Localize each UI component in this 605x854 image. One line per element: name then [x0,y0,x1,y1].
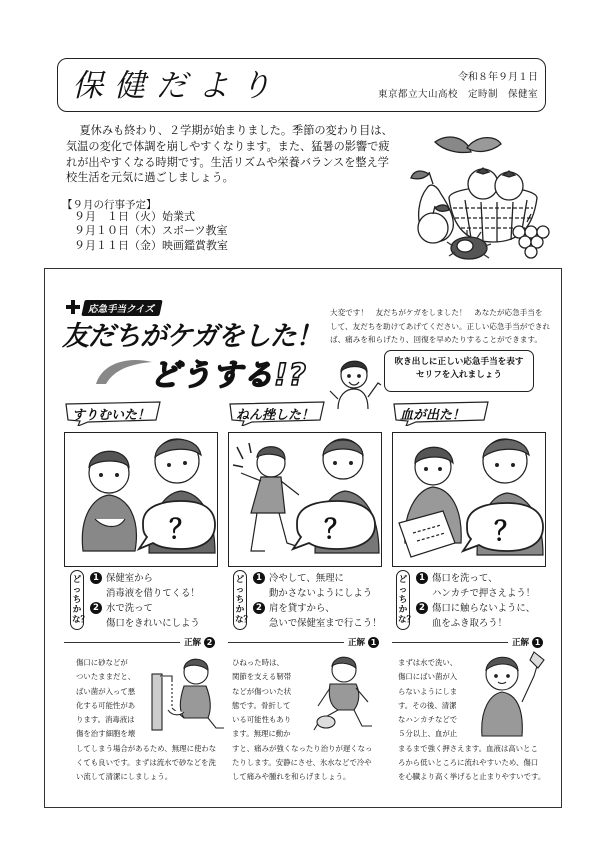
explanation-line: ばい菌が入って悪 [76,686,136,696]
answer-label-scrape [184,636,215,648]
option-text: 傷口を洗って、 [432,573,498,584]
quiz-intro-text [330,306,552,347]
option-number: 1 [253,572,265,584]
question-mark: ？ [324,515,351,545]
question-mark: ？ [494,517,521,547]
answer-prefix: 正解 [512,638,530,648]
option-text: 冷やして、無理に [269,573,344,584]
quiz-intro-line: して、友だちを助けてあげてください。正しい応急手当ができれ [330,321,551,331]
scenario-panel-bleeding [392,432,546,567]
option-number: 1 [90,572,102,584]
answer-divider [392,642,508,643]
quiz-headline: 友だちがケガをした！ [62,321,322,352]
explanation-line: まるまで強く押さえます。血液は高いとこ [398,743,538,753]
answer-speech-bubble [229,433,383,568]
option-text: 動かさないようにしよう [269,588,373,599]
explanation-line: ひねった時は、 [232,658,284,667]
option-number: 1 [416,572,428,584]
quiz-intro-line: ば、痛みを和らげたり、回復を早めたりすることができます。 [330,335,543,344]
event-item: ９月１１日（金）映画鑑賞教室 [74,238,228,252]
option-text: 急いで保健室まで行こう！ [269,618,382,629]
school-name: 東京都立大山高校 定時制 保健室 [377,89,538,100]
explanation-line: いる可能性もあり [232,715,292,725]
which-one-label: どっちかな？ [233,570,247,630]
scenario-panel-sprain [228,432,382,567]
explanation-line: 態です。骨折して [232,700,291,710]
scenario-panel-scrape [64,432,218,567]
answer-number: 1 [368,637,379,648]
first-aid-cross-icon [66,300,80,314]
explanation-line: す。その後、清潔 [398,700,457,710]
pressing-wound-illustration [472,646,546,738]
option-text: 傷口をきれいにしよう [106,618,200,629]
scenario-title-scrape [64,400,166,426]
explanation-line: 化する可能性があ [76,700,136,710]
fruit-basket-illustration [405,128,555,268]
scenario-title-sprain [228,400,330,426]
quiz-intro-line: 大変です！ 友だちがケガをしました！ あなたが応急手当を [330,308,543,317]
explanation-line: すと、痛みが強くなったり治りが遅くなっ [232,743,373,753]
explanation-line: 傷口にばい菌が入 [398,672,458,682]
explanation-line: 傷を治す細胞を壊 [76,729,136,739]
intro-paragraph: 夏休みも終わり、２学期が始まりました。季節の変わり目は、気温の変化で体調を崩しやすくなります。また、猛暑の影響で疲れが出やすくなる時期です。生活リズムや栄養バランスを整え学校生活を元気に過ごしましょう。 [66,124,393,185]
explanation-line: くても良いです。まずは流水で砂などを洗 [76,758,216,768]
explanation-line: ます。無理に動か [232,729,291,739]
quiz-tag-label: 応急手当クイズ [81,300,162,316]
explanation-line: たりします。安静にさせ、氷水などで冷や [232,758,372,768]
instruction-line: セリフを入れましょう [416,370,502,380]
explanation-line: らないようにしま [398,686,458,696]
answer-prefix: 正解 [184,638,202,648]
scenario-title-bleeding [392,400,494,426]
instruction-line: 吹き出しに正しい応急手当を表す [394,357,524,367]
which-one-label: どっちかな？ [396,570,410,630]
event-item: ９月１０日（木）スポーツ教室 [74,224,228,238]
answer-speech-bubble [393,433,547,568]
quiz-subheadline: どうする!? [150,358,308,393]
scenario-title-label: 血が出た！ [400,408,466,423]
explanation-line: い流して清潔にしましょう。 [76,772,173,782]
explanation-line: などが傷ついた状 [232,686,292,696]
option-number: 2 [253,602,265,614]
explanation-line: して痛みや腫れを和らげましょう。 [232,772,351,782]
explanation-line: してしまう場合があるため、無理に使わな [76,743,217,753]
newsletter-title: 保健だより [72,68,282,104]
scenario-title-label: すりむいた！ [72,408,151,423]
option-text: 肩を貸すから、 [269,603,335,614]
explanation-line: ついたままだと、 [76,672,136,682]
option-text: 血をふき取ろう！ [432,618,508,629]
events-list [74,210,228,253]
answer-label-sprain [348,636,379,648]
option-text: ハンカチで押さえよう！ [432,588,536,599]
icing-ankle-illustration [310,654,380,734]
explanation-line: 関節を支える靭帯 [232,672,292,682]
explanation-line: を心臓より高く挙げると止まりやすいです。 [398,772,546,782]
event-item: ９月 １日（火）始業式 [74,210,195,223]
option-text: 水で洗って [106,603,153,614]
answer-divider [64,642,180,643]
answer-number: 1 [532,637,543,648]
option-text: 保健室から [106,573,153,584]
option-number: 2 [416,602,428,614]
washing-wound-illustration [150,652,226,734]
events-heading: 【９月の行事予定】 [62,199,157,211]
option-number: 2 [90,602,102,614]
explanation-line: ろから低いところに流れやすいため、傷口 [398,758,539,768]
answer-speech-bubble [65,433,219,568]
explanation-line: なハンカチなどで [398,715,458,725]
scenario-title-label: ねん挫した！ [236,408,315,423]
which-one-label: どっちかな？ [70,570,84,630]
answer-number: 2 [204,637,215,648]
instruction-speech-box [384,350,534,392]
explanation-line: ります。消毒液は [76,715,135,725]
option-text: 傷口に触らないように、 [432,603,536,614]
question-mark: ？ [169,515,196,545]
issue-date: 令和８年９月１日 [458,72,538,83]
option-text: 消毒液を借りてくる！ [106,588,200,599]
explanation-line: 傷口に砂などが [76,658,128,667]
explanation-line: まずは水で洗い、 [398,658,458,667]
explanation-line: ５分以上、血が止 [398,729,458,739]
swoosh-decoration [94,356,154,386]
answer-divider [228,642,344,643]
answer-prefix: 正解 [348,638,366,648]
